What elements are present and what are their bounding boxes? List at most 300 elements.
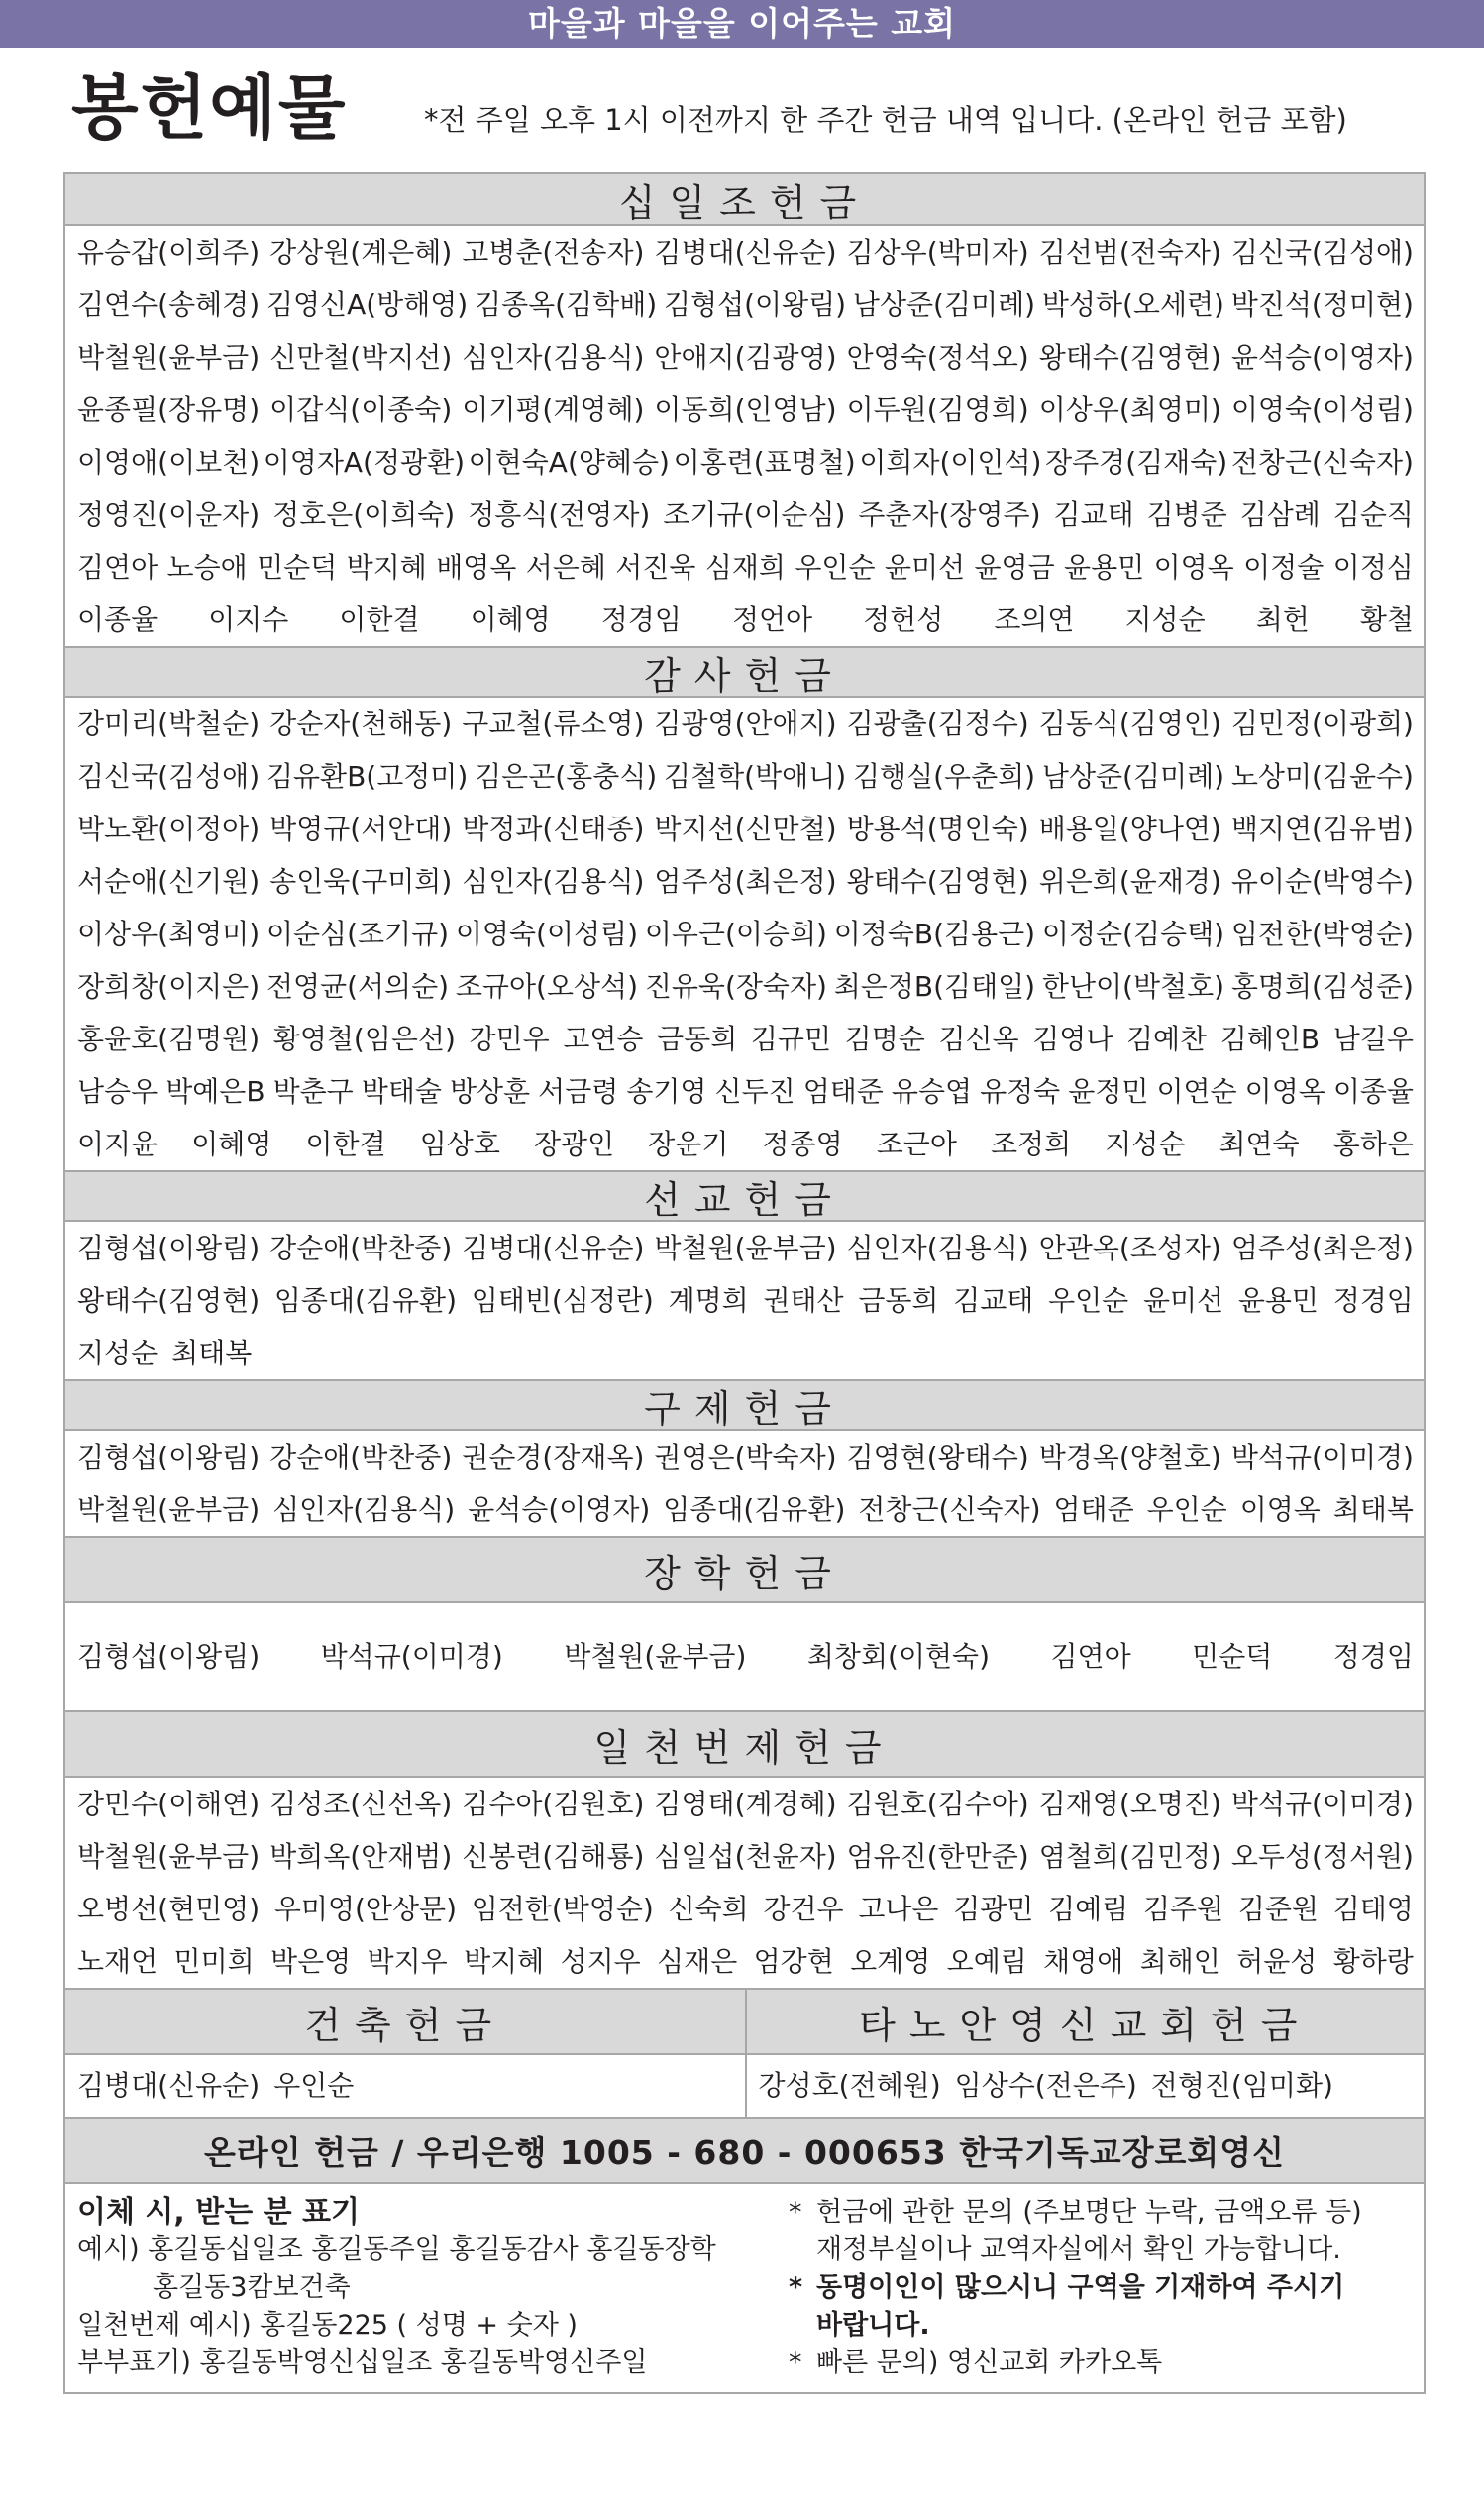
note-2-cont: 바랍니다. [816, 2310, 930, 2341]
donor-name: 김준원 [1237, 1893, 1319, 1925]
donor-name: 김민정(이광희) [1230, 708, 1414, 740]
donor-name: 김동식(김영인) [1038, 708, 1221, 740]
donor-name: 홍하은 [1332, 1128, 1414, 1160]
donor-name: 이혜영 [191, 1128, 272, 1160]
donor-name: 이정순(김승택) [1041, 918, 1225, 950]
donor-name: 이영옥 [1153, 551, 1234, 584]
name-row [77, 1065, 1414, 1118]
donor-name: 강미리(박철순) [77, 708, 261, 740]
online-account-bar: 온라인 헌금 / 우리은행 1005 - 680 - 000653 한국기독교장로회영신 [65, 2117, 1424, 2182]
donor-name: 박희옥(안재범) [269, 1840, 453, 1873]
donor-name: 김신국(김성애) [77, 760, 261, 793]
donor-name: 김성조(신선옥) [269, 1788, 453, 1820]
donor-name: 신만철(박지선) [269, 341, 453, 374]
donor-name: 왕태수(김영현) [1038, 341, 1221, 374]
donor-name: 김영태(계경혜) [654, 1788, 837, 1820]
tano-offering-names [747, 2053, 1425, 2117]
donor-name: 최헌 [1255, 603, 1310, 636]
donor-name: 고병춘(전송자) [462, 236, 645, 269]
donor-name: 유정숙 [980, 1075, 1061, 1108]
donor-name: 김선범(전숙자) [1038, 236, 1221, 269]
donor-name: 박성하(오세련) [1041, 288, 1224, 321]
transfer-heading: 이체 시, 받는 분 표기 [77, 2195, 361, 2230]
name-row [77, 594, 1414, 646]
donor-name: 김수아(김원호) [462, 1788, 645, 1820]
name-row [77, 698, 1414, 750]
section-title: 구제헌금 [65, 1379, 1424, 1429]
donor-name: 이종율 [1332, 1075, 1414, 1108]
donor-name: 김형섭(이왕림) [77, 1640, 261, 1673]
donor-name: 홍명희(김성준) [1230, 970, 1414, 1003]
donor-name: 박춘구 [272, 1075, 354, 1108]
name-row [77, 1222, 1414, 1274]
donor-name: 정경임 [1332, 1284, 1414, 1317]
donor-name: 박은영 [270, 1945, 352, 1978]
donor-name: 김상우(박미자) [846, 236, 1029, 269]
donor-name: 정흥식(전영자) [468, 498, 651, 531]
donor-name: 전창근(신숙자) [1230, 446, 1414, 479]
name-row [77, 1883, 1414, 1935]
donor-name: 염철희(김민정) [1038, 1840, 1221, 1873]
donor-name: 민미희 [173, 1945, 255, 1978]
donor-name: 유승엽 [891, 1075, 973, 1108]
donor-name: 김신국(김성애) [1230, 236, 1414, 269]
donor-name: 강상원(계은혜) [269, 236, 453, 269]
donor-name: 김영현(왕태수) [846, 1441, 1029, 1473]
donor-name: 김광출(김정수) [846, 708, 1029, 740]
tano-column [745, 1990, 1425, 2117]
donor-name: 김형섭(이왕림) [77, 1441, 261, 1473]
donor-name: 김연아 [77, 551, 159, 584]
donor-name: 우미영(안상문) [273, 1893, 457, 1925]
donor-name: 강순애(박찬중) [269, 1232, 453, 1264]
donor-name: 방상훈 [449, 1075, 531, 1108]
section-names [65, 1429, 1424, 1536]
donor-name: 임태빈(심정란) [471, 1284, 654, 1317]
donor-name: 김형섭(이왕림) [77, 1232, 261, 1264]
name-row [77, 436, 1414, 489]
donor-name: 윤용민 [1237, 1284, 1319, 1317]
donor-name: 이우근(이승희) [644, 918, 827, 950]
transfer-example-2: 홍길동3캄보건축 [153, 2272, 351, 2303]
donor-name: 강성호(전혜원) [758, 2069, 941, 2102]
note-3: * 빠른 문의) 영신교회 카카오톡 [789, 2347, 1163, 2378]
donor-name: 김규민 [750, 1023, 832, 1055]
donor-name: 엄주성(최은정) [1230, 1232, 1414, 1264]
subtitle-note: *전 주일 오후 1시 이전까지 한 주간 헌금 내역 입니다. (온라인 헌금 포함) [424, 103, 1347, 137]
donor-name: 김영나 [1032, 1023, 1113, 1055]
donor-name: 이갑식(이종숙) [269, 393, 453, 426]
section-names [65, 224, 1424, 646]
donor-name: 송인욱(구미희) [269, 865, 453, 898]
name-row [77, 908, 1414, 960]
donor-name: 정종영 [762, 1128, 843, 1160]
donor-name: 강건우 [763, 1893, 844, 1925]
donor-name: 조의연 [994, 603, 1075, 636]
inquiry-notes [779, 2184, 1423, 2392]
donor-name: 노승애 [166, 551, 248, 584]
donor-name: 김신옥 [938, 1023, 1019, 1055]
donor-name: 박지선(신만철) [654, 813, 837, 845]
donor-name: 배영옥 [436, 551, 517, 584]
page-title: 봉헌예물 [71, 67, 348, 149]
donor-name: 계명희 [668, 1284, 749, 1317]
donor-name: 전형진(임미화) [1150, 2069, 1333, 2102]
donor-name: 최은정B(김태일) [833, 970, 1036, 1003]
donor-name: 권순경(장재옥) [462, 1441, 645, 1473]
donor-name: 장주경(김재숙) [1045, 446, 1228, 479]
transfer-example-1: 예시) 홍길동십일조 홍길동주일 홍길동감사 홍길동장학 [77, 2234, 716, 2265]
note-2: * 동명이인이 많으시니 구역을 기재하여 주시기 [789, 2272, 1345, 2303]
name-row [77, 331, 1414, 383]
donor-name: 왕태수(김영현) [77, 1284, 261, 1317]
building-offering-names [65, 2053, 745, 2117]
donor-name: 정헌성 [863, 603, 944, 636]
donor-name: 신두진 [714, 1075, 795, 1108]
donor-name: 김주원 [1142, 1893, 1224, 1925]
donor-name: 유승갑(이희주) [77, 236, 261, 269]
offering-board [63, 172, 1426, 2394]
donor-name: 한난이(박철호) [1041, 970, 1225, 1003]
tano-offering-title: 타노안영신교회헌금 [747, 1990, 1425, 2053]
donor-name: 이정술 [1243, 551, 1325, 584]
donor-name: 박진석(정미현) [1230, 288, 1414, 321]
donor-name: 전창근(신숙자) [858, 1493, 1041, 1526]
donor-name: 노재언 [77, 1945, 159, 1978]
donor-name: 정언아 [731, 603, 813, 636]
transfer-example-4: 부부표기) 홍길동박영신십일조 홍길동박영신주일 [77, 2347, 648, 2378]
donor-name: 김예찬 [1126, 1023, 1208, 1055]
donor-name: 김연수(송혜경) [77, 288, 261, 321]
donor-name: 이기평(계영혜) [462, 393, 645, 426]
donor-name: 전영균(서의순) [265, 970, 450, 1003]
donor-name: 박석규(이미경) [1230, 1788, 1414, 1820]
donor-name: 권영은(박숙자) [654, 1441, 837, 1473]
donor-name: 최태복 [171, 1337, 253, 1369]
donor-name: 이영옥 [1239, 1493, 1321, 1526]
two-column-sections [65, 1988, 1424, 2117]
donor-name: 임상호 [419, 1128, 500, 1160]
donor-name: 이두원(김영희) [846, 393, 1029, 426]
donor-name: 윤종필(장유명) [77, 393, 261, 426]
donor-name: 이영숙(이성림) [1230, 393, 1414, 426]
donor-name: 박철원(윤부금) [654, 1232, 837, 1264]
donor-name: 홍윤호(김명원) [77, 1023, 261, 1055]
donor-name: 심인자(김용식) [462, 865, 645, 898]
donor-name: 김병대(신유순) [462, 1232, 645, 1264]
name-row [77, 383, 1414, 436]
donor-name: 노상미(김윤수) [1230, 760, 1414, 793]
donor-name: 금동희 [657, 1023, 738, 1055]
top-banner: 마을과 마을을 이어주는 교회 [0, 0, 1484, 48]
donor-name: 정경임 [600, 603, 682, 636]
donor-name: 이한결 [339, 603, 420, 636]
name-row [77, 1327, 1414, 1379]
donor-name: 구교철(류소영) [462, 708, 645, 740]
donor-name: 윤용민 [1064, 551, 1145, 584]
offering-sections [65, 174, 1424, 1988]
donor-name: 남상준(김미례) [1041, 760, 1225, 793]
donor-name: 김행실(우춘희) [852, 760, 1036, 793]
donor-name: 이순심(조기규) [265, 918, 450, 950]
donor-name: 왕태수(김영현) [846, 865, 1029, 898]
note-1-cont: 재정부실이나 교역자실에서 확인 가능합니다. [816, 2234, 1341, 2265]
donor-name: 오예림 [946, 1945, 1027, 1978]
donor-name: 서은혜 [525, 551, 606, 584]
donor-name: 최창회(이현숙) [806, 1640, 991, 1673]
section-title: 장학헌금 [65, 1536, 1424, 1601]
donor-name: 심인자(김용식) [846, 1232, 1029, 1264]
donor-name: 황철 [1359, 603, 1414, 636]
donor-name: 이영숙(이성림) [455, 918, 639, 950]
name-row [77, 803, 1414, 855]
donor-name: 안애지(김광영) [654, 341, 837, 374]
donor-name: 강민수(이해연) [77, 1788, 261, 1820]
donor-name: 박태술 [361, 1075, 442, 1108]
donor-name: 심일섭(천윤자) [654, 1840, 837, 1873]
donor-name: 우인순 [1146, 1493, 1227, 1526]
donor-name: 배용일(양나연) [1038, 813, 1221, 845]
donor-name: 김태영 [1332, 1893, 1414, 1925]
donor-name: 방용석(명인숙) [846, 813, 1029, 845]
name-row [77, 226, 1414, 278]
name-row [77, 750, 1414, 803]
donor-name: 백지연(김유범) [1230, 813, 1414, 845]
donor-name: 이종율 [77, 603, 159, 636]
donor-name: 정호은(이희숙) [272, 498, 456, 531]
footer-notes [65, 2182, 1424, 2392]
donor-name: 장운기 [648, 1128, 729, 1160]
donor-name: 송기영 [626, 1075, 707, 1108]
donor-name: 임전한(박영순) [1230, 918, 1414, 950]
donor-name: 성지우 [560, 1945, 641, 1978]
donor-name: 지성순 [1124, 603, 1206, 636]
donor-name: 허윤성 [1236, 1945, 1318, 1978]
donor-name: 박철원(윤부금) [564, 1640, 747, 1673]
section-title: 선교헌금 [65, 1170, 1424, 1220]
donor-name: 김은곤(홍충식) [475, 760, 658, 793]
donor-name: 김교태 [1053, 498, 1134, 531]
donor-name: 이정심 [1332, 551, 1414, 584]
building-column [65, 1990, 745, 2117]
donor-name: 이한결 [305, 1128, 386, 1160]
donor-name: 임상수(전은주) [954, 2069, 1137, 2102]
donor-name: 진유욱(장숙자) [644, 970, 827, 1003]
donor-name: 김병대(신유순) [77, 2069, 261, 2102]
donor-name: 김광민 [953, 1893, 1034, 1925]
donor-name: 주춘자(장영주) [858, 498, 1041, 531]
donor-name: 윤미선 [1142, 1284, 1224, 1317]
donor-name: 이상우(최영미) [1038, 393, 1221, 426]
donor-name: 서금령 [538, 1075, 619, 1108]
donor-name: 안관옥(조성자) [1038, 1232, 1221, 1264]
donor-name: 고나은 [858, 1893, 939, 1925]
donor-name: 임전한(박영순) [471, 1893, 654, 1925]
note-1: * 헌금에 관한 문의 (주보명단 누락, 금액오류 등) [789, 2197, 1362, 2228]
name-row [77, 1935, 1414, 1988]
donor-name: 권태산 [763, 1284, 844, 1317]
donor-name: 김혜인B [1219, 1023, 1321, 1055]
donor-name: 강순자(천해동) [269, 708, 453, 740]
donor-name: 박예은B [165, 1075, 265, 1108]
name-row [77, 1830, 1414, 1883]
name-row [77, 855, 1414, 908]
donor-name: 박지혜 [464, 1945, 545, 1978]
donor-name: 김병준 [1146, 498, 1227, 531]
building-offering-title: 건축헌금 [65, 1990, 745, 2053]
donor-name: 김명순 [844, 1023, 925, 1055]
donor-name: 위은희(윤재경) [1038, 865, 1221, 898]
donor-name: 강민우 [469, 1023, 550, 1055]
donor-name: 엄태준 [802, 1075, 884, 1108]
name-row [77, 1118, 1414, 1170]
donor-name: 최해인 [1139, 1945, 1220, 1978]
name-row [77, 489, 1414, 541]
donor-name: 조근아 [876, 1128, 957, 1160]
donor-name: 박철원(윤부금) [77, 1493, 261, 1526]
donor-name: 장광인 [534, 1128, 615, 1160]
donor-name: 박석규(이미경) [1230, 1441, 1414, 1473]
donor-name: 김원호(김수아) [846, 1788, 1029, 1820]
donor-name: 이지수 [208, 603, 289, 636]
donor-name: 임종대(김유환) [663, 1493, 846, 1526]
donor-name: 엄유진(한만준) [846, 1840, 1029, 1873]
donor-name: 김광영(안애지) [654, 708, 837, 740]
donor-name: 임종대(김유환) [273, 1284, 457, 1317]
name-row [77, 1603, 1414, 1710]
donor-name: 박노환(이정아) [77, 813, 261, 845]
section-title: 감사헌금 [65, 646, 1424, 696]
section-names [65, 1601, 1424, 1710]
donor-name: 최태복 [1332, 1493, 1414, 1526]
donor-name: 엄강현 [753, 1945, 834, 1978]
donor-name: 우인순 [273, 2069, 355, 2102]
donor-name: 금동희 [858, 1284, 939, 1317]
donor-name: 박철원(윤부금) [77, 1840, 261, 1873]
donor-name: 김순직 [1332, 498, 1414, 531]
donor-name: 이연순 [1156, 1075, 1237, 1108]
donor-name: 이영자A(정광환) [263, 446, 466, 479]
donor-name: 오계영 [850, 1945, 931, 1978]
donor-name: 장희창(이지은) [77, 970, 261, 1003]
donor-name: 김철학(박애니) [664, 760, 847, 793]
donor-name: 엄주성(최은정) [654, 865, 837, 898]
donor-name: 윤미선 [884, 551, 966, 584]
donor-name: 박정과(신태종) [462, 813, 645, 845]
donor-name: 정영진(이운자) [77, 498, 261, 531]
donor-name: 김교태 [953, 1284, 1034, 1317]
donor-name: 이혜영 [470, 603, 551, 636]
section-names [65, 1776, 1424, 1988]
donor-name: 김형섭(이왕림) [663, 288, 847, 321]
donor-name: 서진욱 [615, 551, 696, 584]
donor-name: 김영신A(방해영) [265, 288, 469, 321]
donor-name: 박지혜 [346, 551, 427, 584]
donor-name: 황영철(임은선) [272, 1023, 456, 1055]
donor-name: 이희자(이인석) [859, 446, 1042, 479]
donor-name: 지성순 [77, 1337, 159, 1369]
donor-name: 박석규(이미경) [320, 1640, 503, 1673]
transfer-example-3: 일천번제 예시) 홍길동225 ( 성명 + 숫자 ) [77, 2310, 578, 2341]
name-row [77, 1013, 1414, 1065]
donor-name: 남승우 [77, 1075, 159, 1108]
donor-name: 박영규(서안대) [269, 813, 453, 845]
donor-name: 이영애(이보천) [77, 446, 261, 479]
donor-name: 남길우 [1332, 1023, 1414, 1055]
donor-name: 박철원(윤부금) [77, 341, 261, 374]
donor-name: 김재영(오명진) [1038, 1788, 1221, 1820]
donor-name: 민순덕 [1192, 1640, 1273, 1673]
donor-name: 박지우 [367, 1945, 448, 1978]
donor-name: 김예림 [1048, 1893, 1129, 1925]
donor-name: 오두성(정서원) [1230, 1840, 1414, 1873]
donor-name: 강순애(박찬중) [269, 1441, 453, 1473]
donor-name: 최연숙 [1219, 1128, 1300, 1160]
section-title: 일천번제헌금 [65, 1710, 1424, 1776]
donor-name: 윤석승(이영자) [468, 1493, 651, 1526]
donor-name: 심인자(김용식) [272, 1493, 456, 1526]
donor-name: 남상준(김미례) [852, 288, 1036, 321]
donor-name: 박경옥(양철호) [1038, 1441, 1221, 1473]
donor-name: 김연아 [1050, 1640, 1131, 1673]
transfer-instructions [65, 2184, 779, 2392]
donor-name: 이영옥 [1244, 1075, 1325, 1108]
donor-name: 이지윤 [77, 1128, 159, 1160]
donor-name: 이동희(인영남) [654, 393, 837, 426]
donor-name: 고연승 [563, 1023, 644, 1055]
donor-name: 정경임 [1332, 1640, 1414, 1673]
donor-name: 윤석승(이영자) [1230, 341, 1414, 374]
donor-name: 조규아(오상석) [455, 970, 639, 1003]
donor-name: 이현숙A(양혜승) [468, 446, 670, 479]
donor-name: 조정희 [991, 1128, 1072, 1160]
name-row [77, 1274, 1414, 1327]
donor-name: 황하랑 [1332, 1945, 1414, 1978]
donor-name: 채영애 [1043, 1945, 1124, 1978]
section-title: 십일조헌금 [65, 174, 1424, 224]
donor-name: 엄태준 [1053, 1493, 1134, 1526]
name-row [77, 960, 1414, 1013]
donor-name: 김병대(신유순) [654, 236, 837, 269]
name-row [77, 1778, 1414, 1830]
section-names [65, 1220, 1424, 1379]
donor-name: 이홍련(표명철) [673, 446, 856, 479]
donor-name: 우인순 [795, 551, 876, 584]
name-row [77, 278, 1414, 331]
donor-name: 윤정민 [1068, 1075, 1149, 1108]
donor-name: 서순애(신기원) [77, 865, 261, 898]
donor-name: 김삼례 [1239, 498, 1321, 531]
name-row [77, 1431, 1414, 1483]
donor-name: 지성순 [1105, 1128, 1186, 1160]
donor-name: 김유환B(고정미) [265, 760, 469, 793]
name-row [77, 1483, 1414, 1536]
donor-name: 윤영금 [974, 551, 1055, 584]
donor-name: 심인자(김용식) [462, 341, 645, 374]
donor-name: 오병선(현민영) [77, 1893, 261, 1925]
donor-name: 이정숙B(김용근) [833, 918, 1036, 950]
donor-name: 신숙희 [668, 1893, 749, 1925]
donor-name: 유이순(박영수) [1230, 865, 1414, 898]
donor-name: 민순덕 [257, 551, 338, 584]
donor-name: 안영숙(정석오) [846, 341, 1029, 374]
donor-name: 조기규(이순심) [663, 498, 846, 531]
donor-name: 우인순 [1048, 1284, 1129, 1317]
donor-name: 심재희 [704, 551, 786, 584]
donor-name: 심재은 [657, 1945, 738, 1978]
donor-name: 신봉련(김해룡) [462, 1840, 645, 1873]
donor-name: 이상우(최영미) [77, 918, 261, 950]
